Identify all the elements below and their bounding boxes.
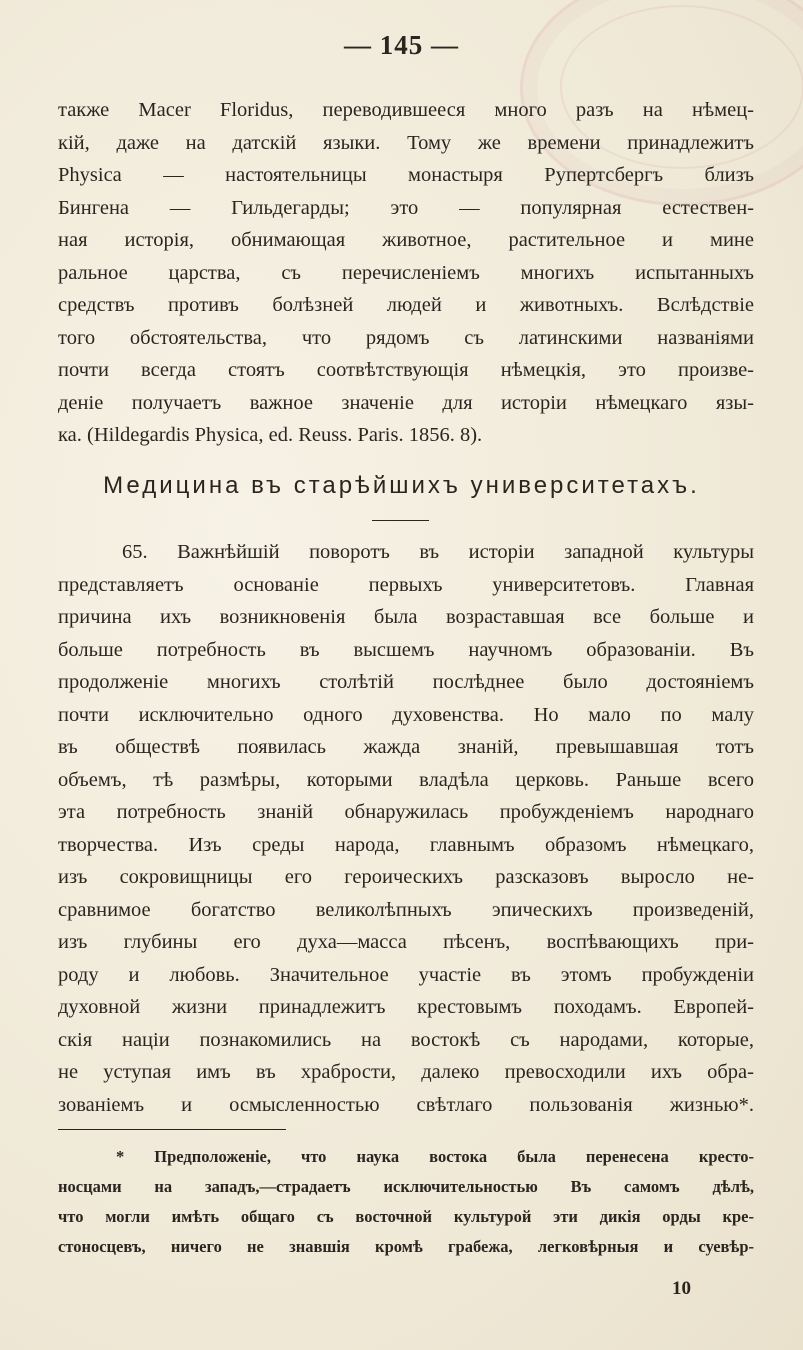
text-line: деніе получаетъ важное значеніе для исторіи нѣмецкаго язы- bbox=[58, 391, 754, 414]
title-divider bbox=[372, 520, 429, 521]
text-line: роду и любовь. Значительное участіе въ этомъ пробужденіи bbox=[58, 963, 754, 986]
text-line: 65. Важнѣйшій поворотъ въ исторіи западной культуры bbox=[122, 541, 754, 563]
text-line: объемъ, тѣ размѣры, которыми владѣла церковь. Раньше всего bbox=[58, 768, 754, 791]
footnote-divider bbox=[58, 1129, 286, 1130]
signature-mark: 10 bbox=[672, 1278, 691, 1299]
text-line: скія націи познакомились на востокѣ съ народами, которые, bbox=[58, 1028, 754, 1051]
text-line: Бингена — Гильдегарды; это — популярная естествен- bbox=[58, 196, 754, 219]
text-line: духовной жизни принадлежитъ крестовымъ походамъ. Европей- bbox=[58, 996, 754, 1018]
footnote-line: носцами на западъ,—страдаетъ исключительностью Въ самомъ дѣлѣ, bbox=[58, 1177, 754, 1196]
footnote-line: * Предположеніе, что наука востока была перенесена кресто- bbox=[116, 1147, 754, 1166]
text-line: въ обществѣ появилась жажда знаній, превышавшая тотъ bbox=[58, 736, 754, 758]
text-line: средствъ противъ болѣзней людей и животныхъ. Вслѣдствіе bbox=[58, 294, 754, 316]
section-title: Медицина въ старѣйшихъ университетахъ. bbox=[103, 472, 700, 499]
text-line: изъ сокровищницы его героическихъ разсказовъ выросло не- bbox=[58, 866, 754, 888]
text-line: сравнимое богатство великолѣпныхъ эпическихъ произведеній, bbox=[58, 898, 754, 921]
text-line: творчества. Изъ среды народа, главнымъ образомъ нѣмецкаго, bbox=[58, 833, 754, 856]
text-line: ная исторія, обнимающая животное, растительное и мине bbox=[58, 229, 754, 251]
text-line: изъ глубины его духа—масса пѣсенъ, воспѣвающихъ при- bbox=[58, 931, 754, 953]
text-line: ка. (Hildegardis Physica, ed. Reuss. Paris. 1856. 8). bbox=[58, 424, 483, 446]
text-line: почти исключительно одного духовенства. Но мало по малу bbox=[58, 703, 754, 726]
text-line: больше потребность въ высшемъ научномъ образованіи. Въ bbox=[58, 638, 754, 661]
paragraph-physica bbox=[58, 94, 754, 452]
footnote-line: что могли имѣть общаго съ восточной культурой эти дикія орды кре- bbox=[58, 1207, 754, 1226]
text-line: Physica — настоятельницы монастыря Рупертсбергъ близъ bbox=[58, 164, 754, 186]
text-line: того обстоятельства, что рядомъ съ латинскими названіями bbox=[58, 326, 754, 349]
text-line: продолженіе многихъ столѣтій послѣднее было достояніемъ bbox=[58, 671, 754, 693]
paragraph-universities bbox=[58, 536, 754, 1121]
footnote bbox=[58, 1142, 754, 1262]
text-line: представляетъ основаніе первыхъ университетовъ. Главная bbox=[58, 573, 754, 596]
text-line: кій, даже на датскій языки. Тому же времени принадлежитъ bbox=[58, 131, 754, 154]
footnote-line: стоносцевъ, ничего не знавшія кромѣ грабежа, легковѣрныя и суевѣр- bbox=[58, 1237, 754, 1256]
text-line: ральное царства, съ перечисленіемъ многихъ испытанныхъ bbox=[58, 261, 754, 284]
text-line: почти всегда стоятъ соотвѣтствующія нѣмецкія, это произве- bbox=[58, 359, 754, 381]
text-line: причина ихъ возникновенія была возраставшая все больше и bbox=[58, 606, 754, 628]
text-line: эта потребность знаній обнаружилась пробужденіемъ народнаго bbox=[58, 801, 754, 823]
text-line: зованіемъ и осмысленностью свѣтлаго пользованія жизнью*. bbox=[58, 1093, 754, 1116]
text-line: не уступая имъ въ храбрости, далеко превосходили ихъ обра- bbox=[58, 1061, 754, 1083]
text-line: также Macer Floridus, переводившееся много разъ на нѣмец- bbox=[58, 99, 754, 121]
page-number-header: — 145 — bbox=[344, 30, 459, 60]
